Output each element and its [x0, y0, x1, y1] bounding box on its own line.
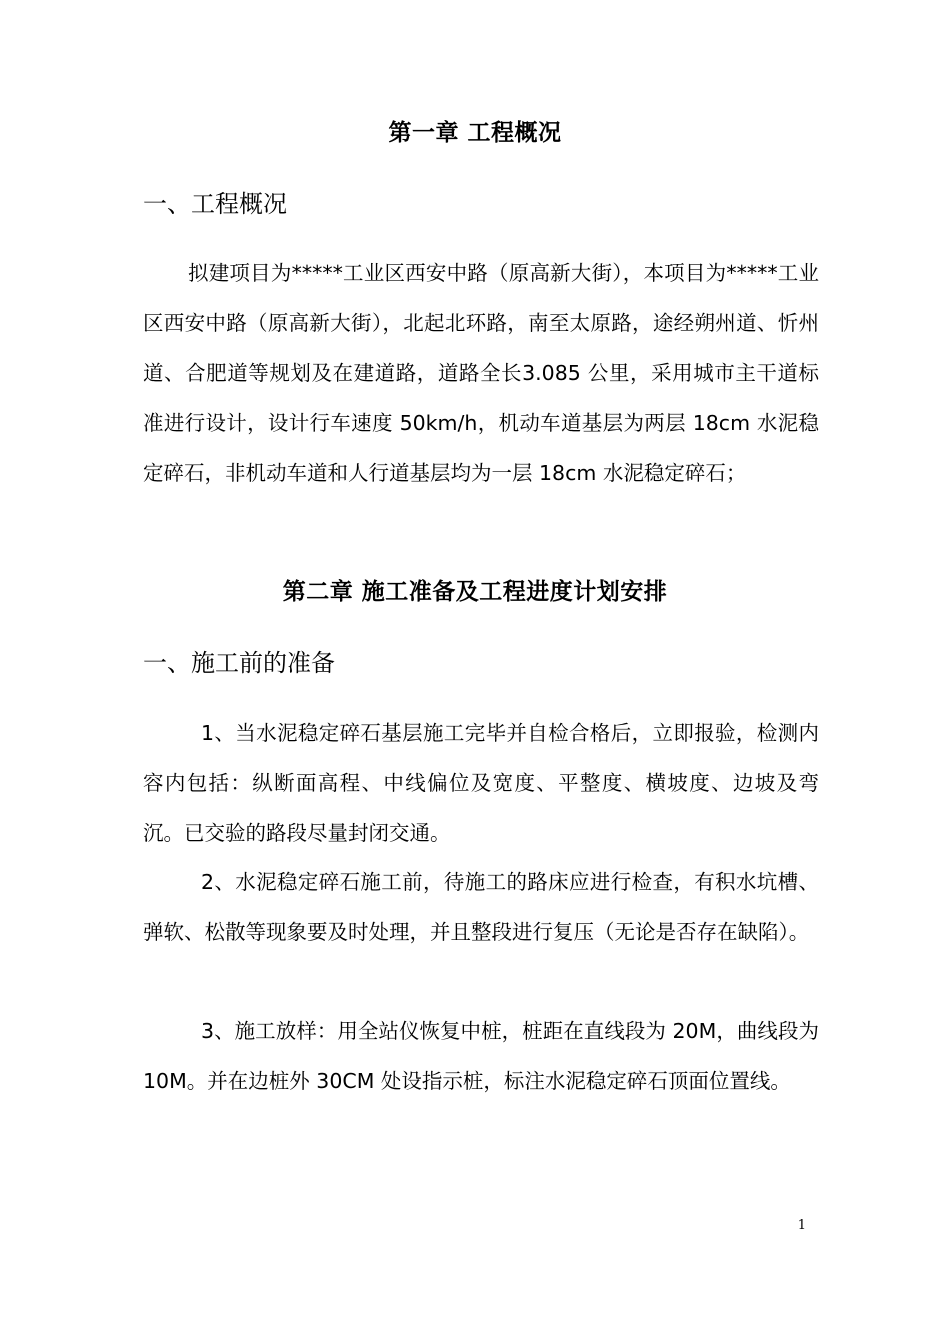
chapter-1-title: 第一章 工程概况	[388, 120, 562, 146]
project-description-paragraph: 拟建项目为*****工业区西安中路（原高新大街），本项目为*****工业区西安中路（原高新大街），北起北环路，南至太原路，途经朔州道、忻州道、合肥道等规划及在建道路，道路全长3.085 公里，采用城市主干道标准进行设计，设计行车速度 50km/h，机动车道基层为两层 18cm 水泥稳定碎石，非机动车道和人行道基层均为一层 18cm 水泥稳定碎石；	[143, 261, 819, 485]
section-preparation: 一、施工前的准备	[143, 649, 335, 677]
list-item: 3、施工放样：用全站仪恢复中桩，桩距在直线段为 20M，曲线段为 10M。并在边桩外 30CM 处设指示桩，标注水泥稳定碎石顶面位置线。	[143, 1019, 819, 1093]
chapter-2-title: 第二章 施工准备及工程进度计划安排	[282, 579, 668, 605]
page-number: 1	[797, 1218, 806, 1233]
section-project-overview: 一、工程概况	[143, 190, 287, 218]
list-item: 1、当水泥稳定碎石基层施工完毕并自检合格后，立即报验，检测内容内包括：纵断面高程、中线偏位及宽度、平整度、横坡度、边坡及弯沉。已交验的路段尽量封闭交通。	[143, 721, 819, 845]
list-item: 2、水泥稳定碎石施工前，待施工的路床应进行检查，有积水坑槽、弹软、松散等现象要及时处理，并且整段进行复压（无论是否存在缺陷）。	[143, 870, 819, 944]
